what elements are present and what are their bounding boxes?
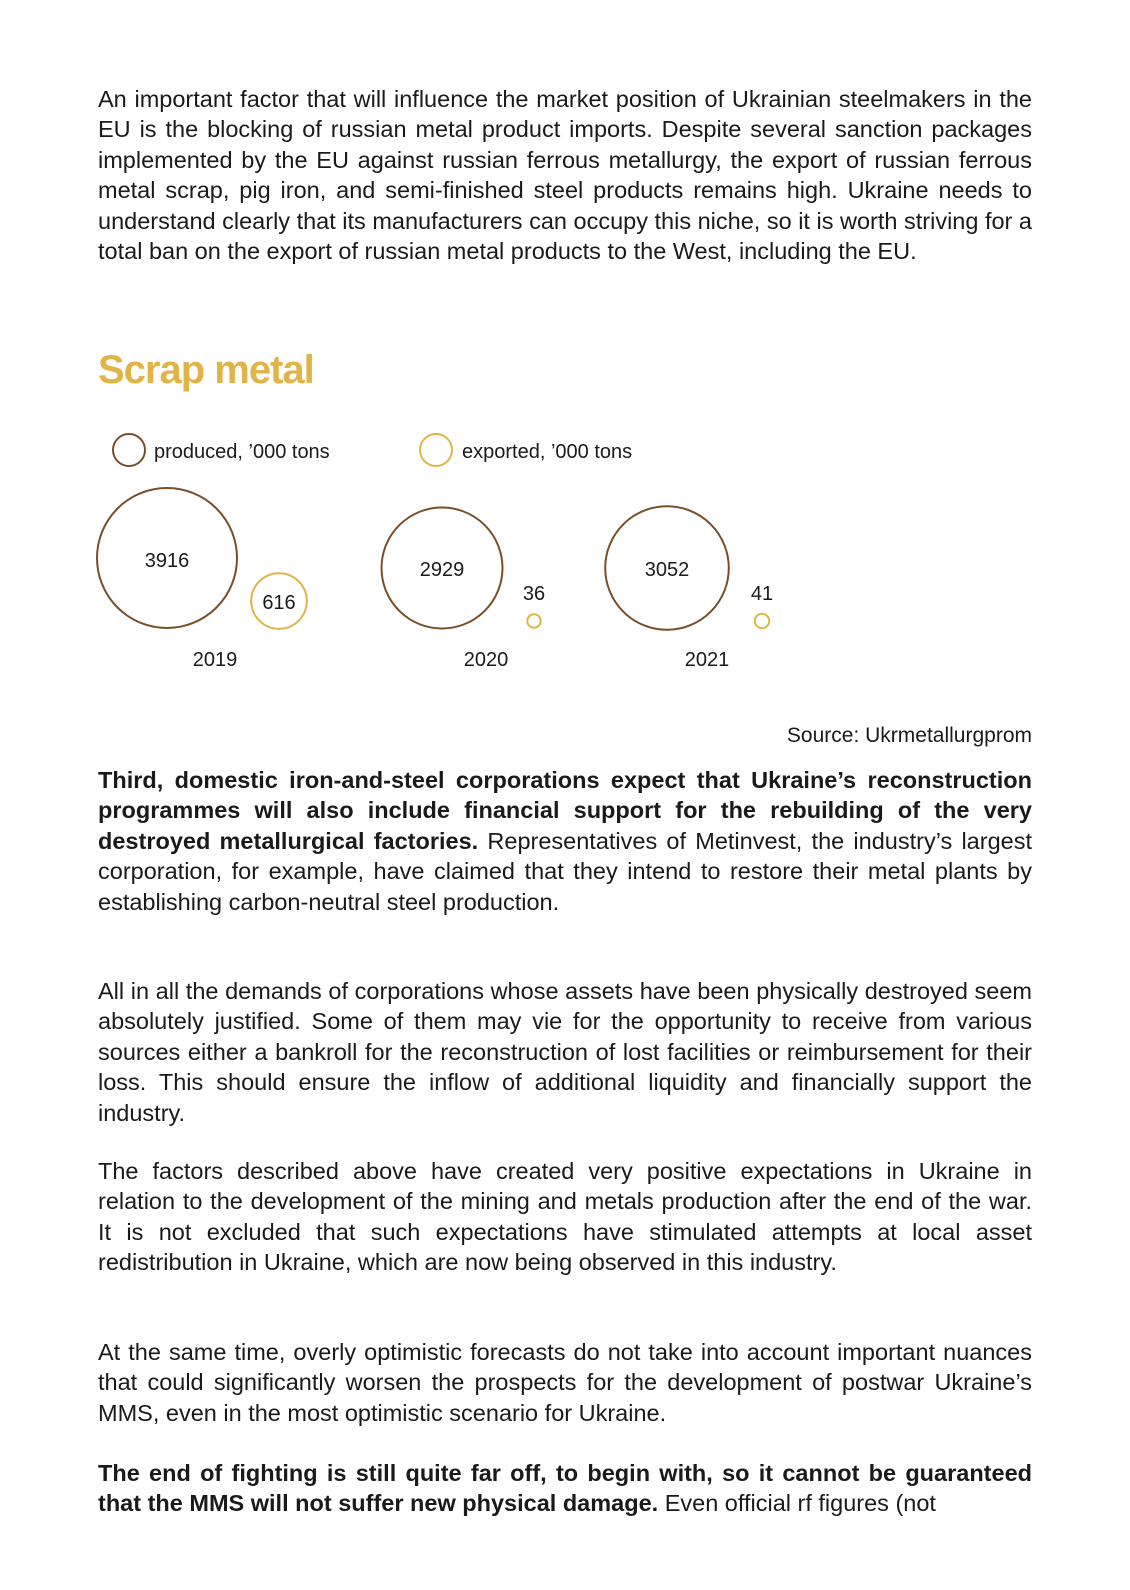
end-paragraph-bold: The end of fighting is still quite far off, to begin with, so it cannot be guaranteed that the MMS will not suffer new physical damage.: [98, 1460, 1032, 1517]
value-exported-2019: 616: [262, 592, 296, 614]
bubble-chart-svg: [0, 420, 1130, 700]
chart-source: Source: Ukrmetallurgprom: [786, 724, 1032, 747]
legend-exported-label: exported, ’000 tons: [462, 441, 633, 463]
bubble-exported-2020: [527, 614, 540, 627]
end-paragraph: [98, 1458, 1032, 1519]
bubble-exported-2021: [755, 614, 769, 628]
category-label-2020: 2020: [463, 649, 509, 671]
scrap-metal-chart: [0, 420, 1130, 700]
category-label-2019: 2019: [192, 649, 238, 671]
category-label-2021: 2021: [684, 649, 730, 671]
value-exported-2020: 36: [522, 583, 546, 605]
legend-produced-label: produced, ’000 tons: [154, 441, 330, 463]
end-paragraph-text: Even official rf figures (not: [658, 1490, 936, 1517]
all-in-all-paragraph: All in all the demands of corporations whose assets have been physically destroyed seem absolutely justified. Some of them may vie for the opportunity to receive from various sources either a bankroll for the reconstruction of lost facilities or reimbursement for their loss. This should ensure the inflow of additional liquidity and financially support the industry.: [98, 978, 1032, 1126]
factors-paragraph: The factors described above have created very positive expectations in Ukraine in relation to the development of the mining and metals production after the end of the war. It is not excluded that such expectations have stimulated attempts at local asset redistribution in Ukraine, which are now being observed in this industry.: [98, 1158, 1032, 1276]
third-paragraph: [98, 765, 1032, 917]
chart-title: Scrap metal: [98, 348, 314, 392]
value-produced-2019: 3916: [144, 550, 190, 572]
intro-paragraph: An important factor that will influence the market position of Ukrainian steelmakers in the EU is the blocking of russian metal product imports. Despite several sanction packages implemented by the EU against russian ferrous metallurgy, the export of russian ferrous metal scrap, pig iron, and semi-finished steel products remains high. Ukraine needs to understand clearly that its manufacturers can occupy this niche, so it is worth striving for a total ban on the export of russian metal products to the West, including the EU.: [98, 86, 1032, 265]
value-produced-2020: 2929: [419, 559, 465, 581]
third-paragraph-text: Representatives of Metinvest, the industry’s largest corporation, for example, have claimed that they intend to restore their metal plants by establishing carbon-neutral steel production.: [98, 827, 1032, 915]
same-time-paragraph: At the same time, overly optimistic forecasts do not take into account important nuances that could significantly worsen the prospects for the development of postwar Ukraine’s MMS, even in the most optimistic scenario for Ukraine.: [98, 1339, 1032, 1426]
value-exported-2021: 41: [750, 583, 774, 605]
legend-produced-swatch: [113, 434, 145, 466]
third-paragraph-bold: Third, domestic iron-and-steel corporations expect that Ukraine’s reconstruction programmes will also include financial support for the rebuilding of the very destroyed metallurgical factories.: [98, 767, 1032, 854]
value-produced-2021: 3052: [644, 559, 690, 581]
legend-exported-swatch: [420, 434, 452, 466]
